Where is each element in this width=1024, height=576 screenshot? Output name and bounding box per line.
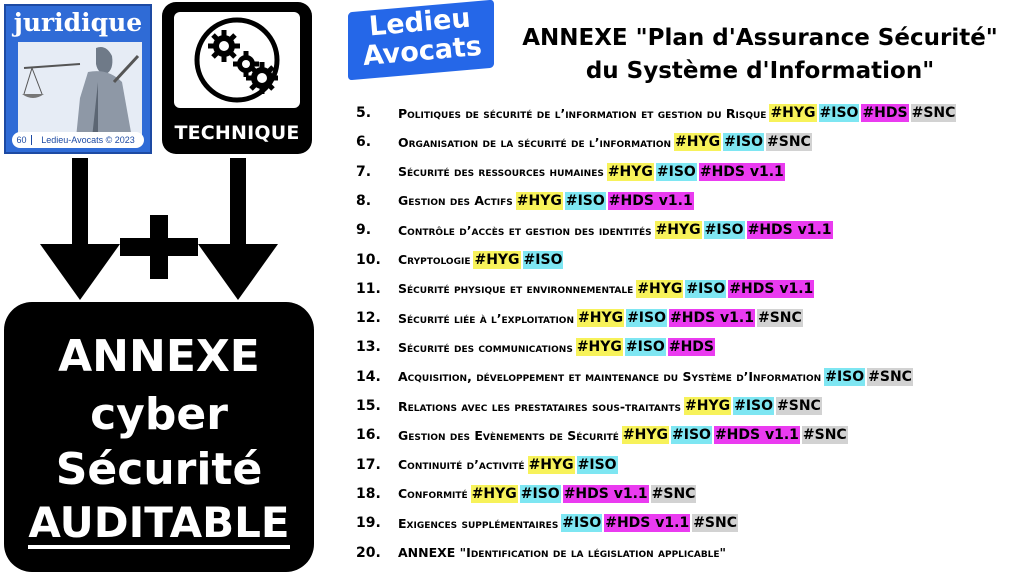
tag-iso: #ISO (562, 515, 602, 532)
annexe-cyber-box (4, 302, 314, 572)
auditable-text: AUDITABLE (28, 498, 290, 547)
tag-hyg: #HYG (622, 427, 668, 444)
tag-snc: #SNC (911, 105, 956, 121)
tag-group (622, 426, 850, 444)
list-item (356, 395, 824, 417)
tag-hds: #HDS v1.1 (729, 280, 814, 297)
list-item (356, 454, 620, 476)
item-number: 14. (356, 368, 381, 385)
tag-group (528, 456, 620, 474)
item-text: Organisation de la sécurité de l’information (398, 134, 672, 150)
item-text: Politiques de sécurité de l’information et gestion du Risque (398, 105, 767, 121)
tag-hyg: #HYG (578, 310, 624, 327)
juridique-title: juridique (13, 8, 143, 37)
tag-group (473, 251, 565, 269)
technique-card (162, 2, 312, 154)
tag-iso: #ISO (734, 398, 774, 414)
tag-hyg: #HYG (770, 105, 816, 121)
list-item (356, 512, 740, 534)
plus-icon (120, 215, 198, 279)
item-text: Gestion des Actifs (398, 193, 513, 209)
tag-group (577, 309, 805, 327)
tag-iso: #ISO (704, 222, 744, 239)
item-number: 6. (356, 134, 372, 151)
scales-of-justice-icon (18, 42, 142, 138)
tag-hyg: #HYG (655, 222, 701, 239)
item-text: Sécurité physique et environnementale (398, 281, 634, 297)
item-text: Cryptologie (398, 252, 471, 267)
item-number: 15. (356, 398, 381, 414)
item-text: Sécurité liée à l’exploitation (398, 310, 574, 326)
tag-snc: #SNC (802, 427, 847, 444)
list-item (356, 190, 696, 212)
list-item (356, 483, 698, 505)
item-text: Contrôle d’accès et gestion des identités (398, 222, 652, 238)
tag-group (674, 133, 814, 151)
list-item (356, 542, 726, 564)
item-text: Sécurité des communications (398, 339, 573, 355)
list-item (356, 424, 850, 446)
tag-hyg: #HYG (637, 280, 683, 297)
item-number: 16. (356, 427, 381, 444)
tag-group (561, 514, 740, 532)
tag-iso: #ISO (627, 310, 667, 327)
brand-logo (346, 2, 496, 73)
tag-hyg: #HYG (607, 163, 653, 180)
item-number: 11. (356, 280, 381, 297)
tag-iso: #ISO (577, 456, 617, 473)
item-number: 5. (356, 105, 372, 121)
tag-snc: #SNC (693, 515, 737, 532)
list-item (356, 307, 805, 329)
page-title (500, 22, 1020, 88)
gears-icon (174, 12, 300, 108)
tag-snc: #SNC (777, 398, 821, 414)
item-text: Sécurité des ressources humaines (398, 164, 604, 180)
title-line-2: du Système d'Information" (585, 58, 935, 84)
tag-group (684, 397, 824, 415)
tag-group (516, 192, 696, 210)
list-item (356, 161, 787, 183)
tag-iso: #ISO (819, 105, 859, 121)
tag-iso: #ISO (565, 192, 605, 209)
item-number: 17. (356, 456, 381, 473)
tag-hyg: #HYG (474, 251, 520, 268)
item-text: ANNEXE "Identification de la législation applicable" (398, 545, 727, 560)
tag-hds: #HDS v1.1 (608, 192, 693, 209)
tag-hyg: #HYG (528, 456, 574, 473)
annexe-line-3: Sécurité (55, 444, 263, 495)
tag-snc: #SNC (757, 310, 802, 327)
item-number: 12. (356, 310, 381, 327)
tag-hds: #HDS v1.1 (563, 485, 648, 502)
tag-group (576, 338, 717, 356)
item-number: 13. (356, 339, 381, 356)
brand-line-1: Ledieu (367, 2, 472, 43)
tag-hyg: #HYG (471, 485, 517, 502)
list-item (356, 249, 565, 271)
tag-hds: #HDS v1.1 (605, 515, 690, 532)
tag-group (636, 280, 816, 298)
tag-group (607, 163, 787, 181)
tag-iso: #ISO (672, 427, 711, 444)
item-text: Gestion des Evènements de Sécurité (398, 427, 619, 443)
tag-group (655, 221, 835, 239)
copyright-text: Ledieu-Avocats © 2023 (41, 135, 135, 145)
tag-snc: #SNC (868, 368, 912, 385)
down-arrow-icon (40, 158, 120, 300)
tag-iso: #ISO (825, 368, 865, 385)
juridique-card (4, 4, 152, 154)
tag-hds: #HDS v1.1 (714, 427, 799, 444)
item-number: 20. (356, 544, 381, 561)
list-item (356, 131, 814, 153)
down-arrow-icon (198, 158, 278, 300)
tag-iso: #ISO (625, 339, 665, 356)
juridique-footer (12, 132, 144, 148)
brand-line-2: Avocats (361, 30, 484, 73)
list-item (356, 102, 958, 124)
tag-iso: #ISO (523, 251, 563, 268)
tag-group (471, 485, 699, 503)
item-text: Relations avec les prestataires sous-traitants (398, 398, 682, 414)
annexe-line-1: ANNEXE (58, 331, 260, 382)
annexe-line-4 (4, 498, 314, 549)
tag-snc: #SNC (767, 134, 811, 151)
tag-iso: #ISO (656, 163, 696, 180)
tag-hds: #HDS (862, 105, 908, 121)
tag-snc: #SNC (651, 485, 696, 502)
list-item (356, 219, 835, 241)
item-text: Acquisition, développement et maintenance du Système d’Information (398, 369, 822, 385)
title-line-1: ANNEXE "Plan d'Assurance Sécurité" (522, 25, 998, 51)
item-text: Conformité (398, 486, 468, 502)
item-number: 10. (356, 251, 381, 268)
item-text: Exigences supplémentaires (398, 515, 559, 531)
item-number: 8. (356, 192, 372, 209)
tag-hds: #HDS (668, 339, 714, 356)
list-item (356, 278, 816, 300)
technique-label: TECHNIQUE (174, 122, 300, 144)
page-number: 60 (12, 135, 32, 145)
item-text: Continuité d’activité (398, 457, 525, 473)
tag-hyg: #HYG (675, 134, 721, 151)
annexe-line-2: cyber (90, 389, 228, 440)
item-number: 19. (356, 515, 381, 532)
tag-iso: #ISO (520, 485, 560, 502)
tag-hyg: #HYG (685, 398, 731, 414)
tag-hds: #HDS v1.1 (670, 310, 754, 327)
list-item (356, 366, 915, 388)
tag-iso: #ISO (686, 280, 726, 297)
tag-iso: #ISO (724, 134, 764, 151)
list-item (356, 336, 717, 358)
tag-group (769, 104, 958, 122)
item-number: 9. (356, 222, 372, 239)
item-number: 18. (356, 485, 381, 502)
tag-group (824, 368, 915, 386)
tag-hds: #HDS v1.1 (699, 163, 784, 180)
tag-hyg: #HYG (576, 339, 622, 356)
tag-hyg: #HYG (516, 192, 562, 209)
tag-hds: #HDS v1.1 (747, 222, 832, 239)
item-number: 7. (356, 163, 372, 180)
